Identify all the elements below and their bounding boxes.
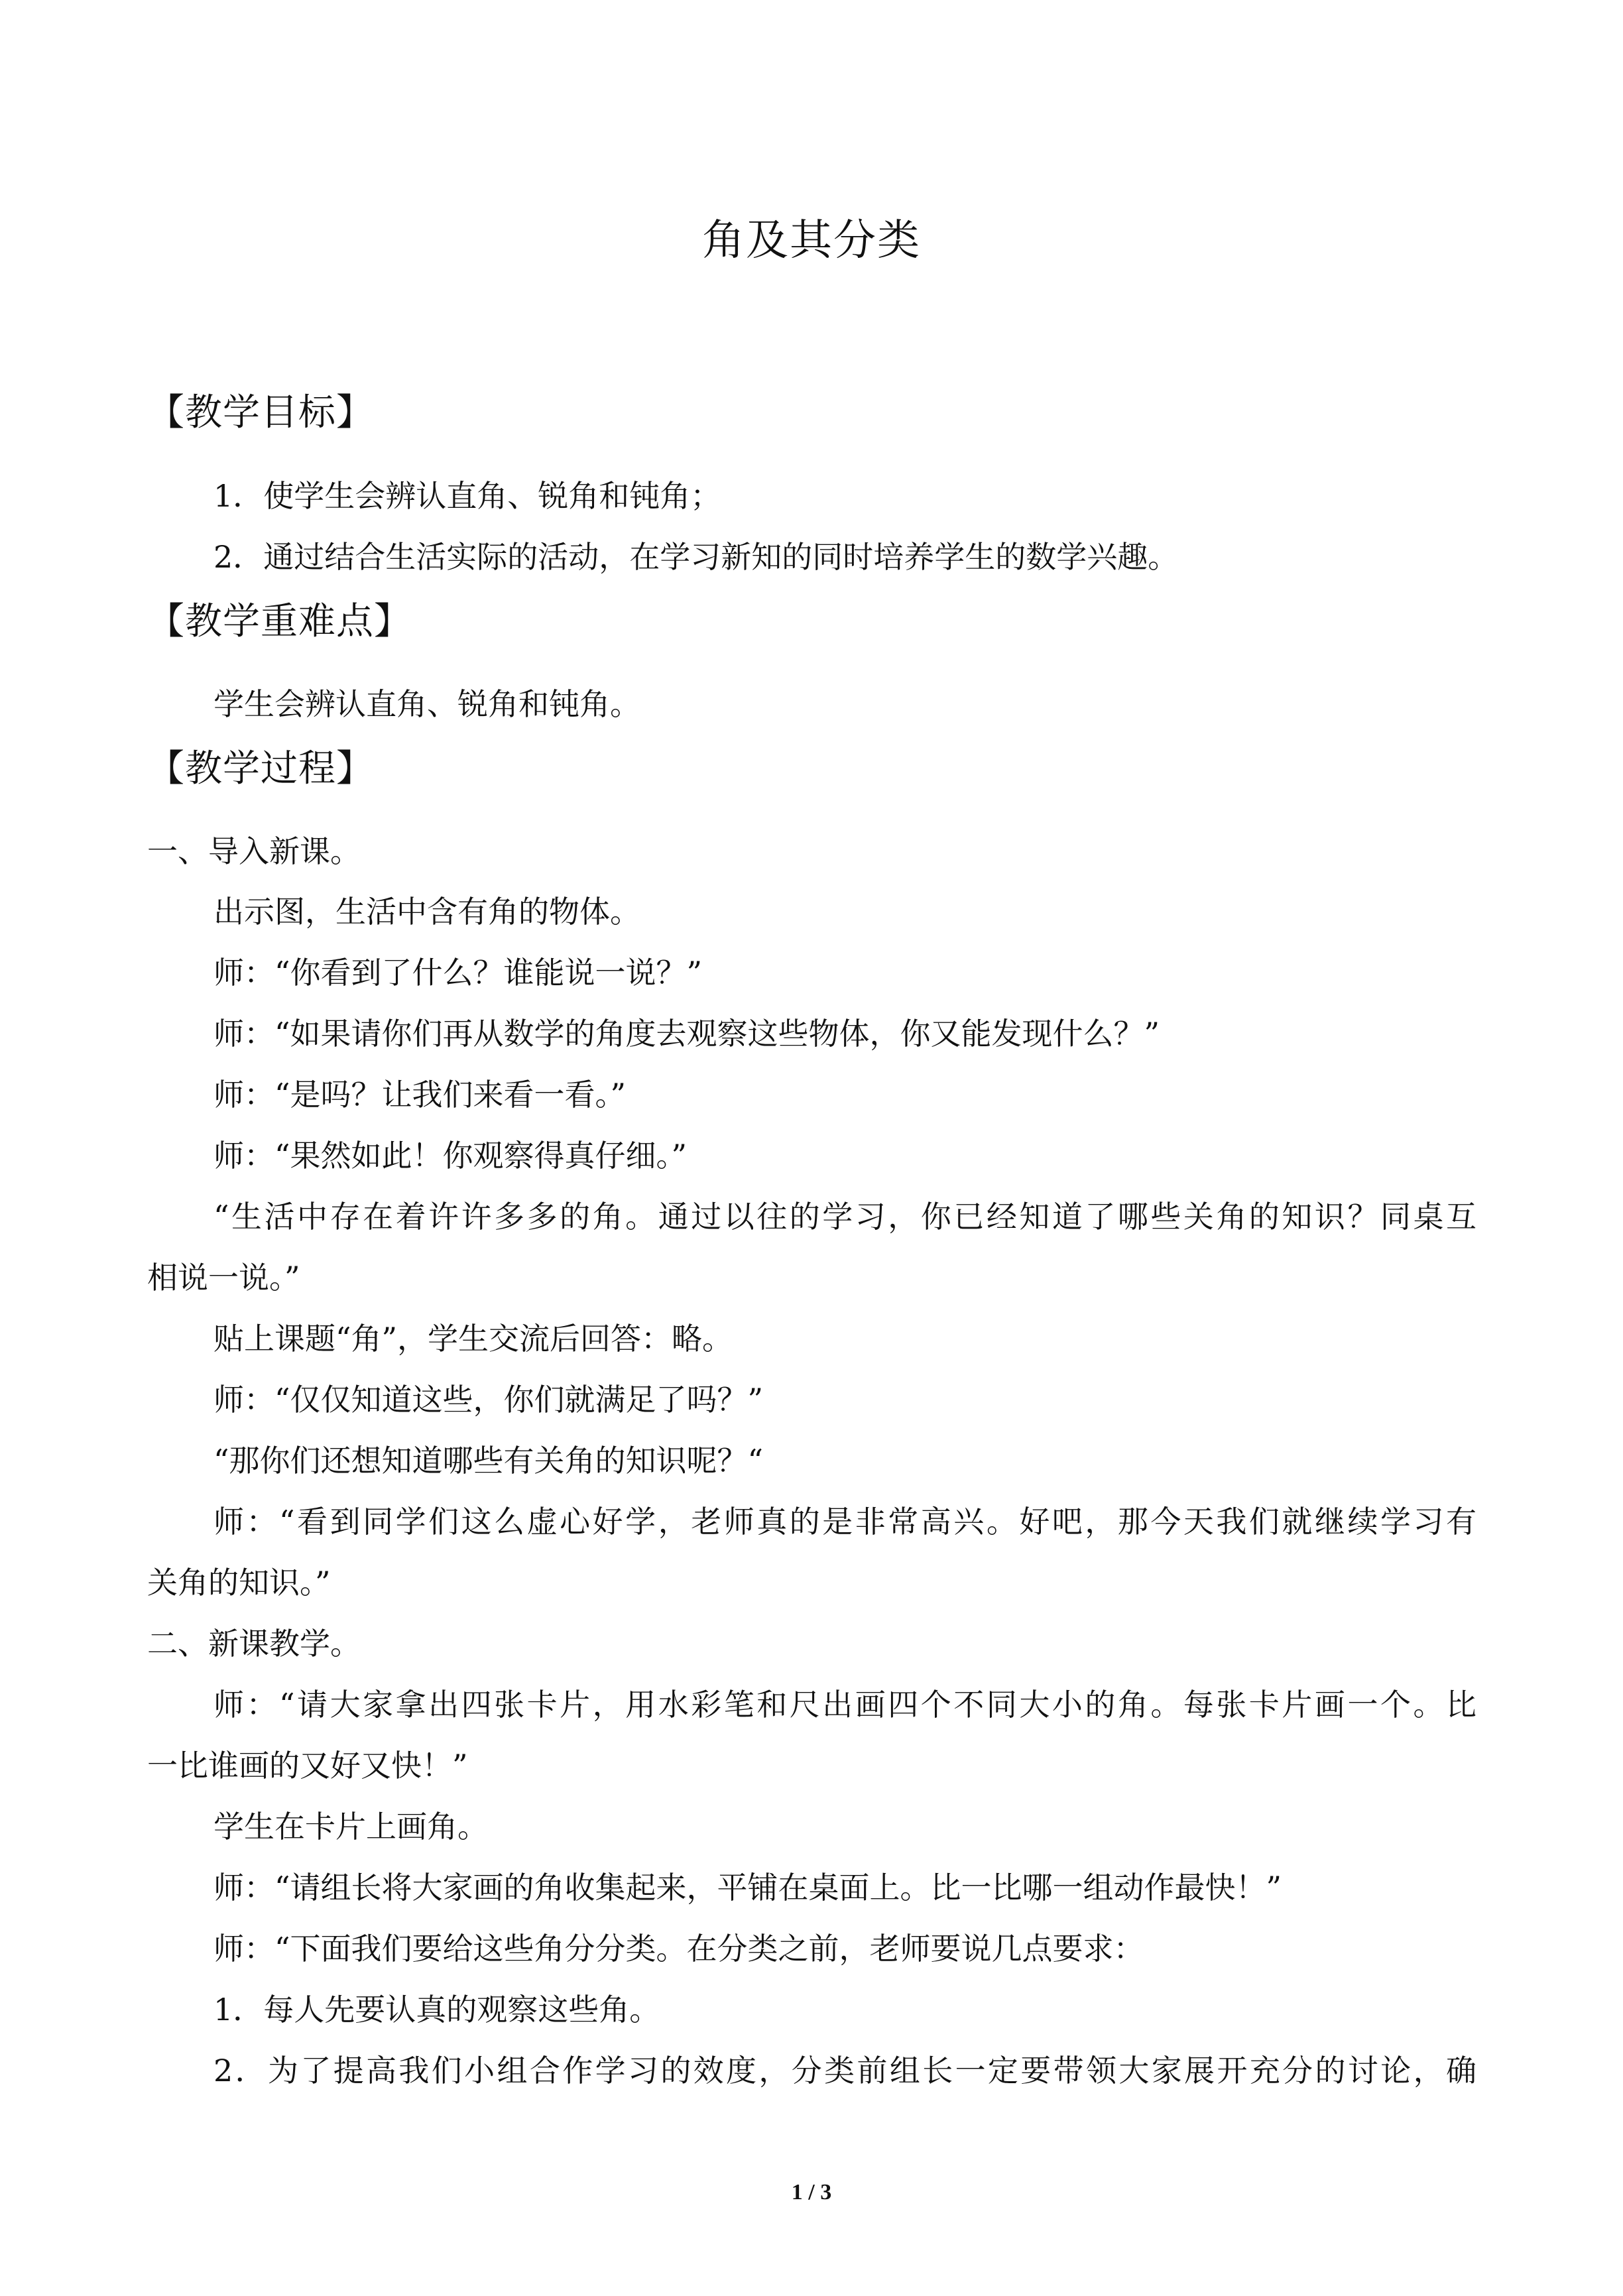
part1-line: 贴上课题“角”，学生交流后回答：略。 [213,1321,733,1357]
part1-line: 师：“仅仅知道这些，你们就满足了吗？” [213,1382,764,1418]
part1-line: “那你们还想知道哪些有关角的知识呢？“ [213,1443,764,1479]
part1-line: 出示图，生活中含有角的物体。 [213,894,640,930]
part1-line: 师：“果然如此！你观察得真仔细。” [213,1138,688,1174]
part1-line: 师：“是吗？让我们来看一看。” [213,1077,627,1113]
part2-line: 学生在卡片上画角。 [213,1809,488,1844]
part1-line: 师：“如果请你们再从数学的角度去观察这些物体，你又能发现什么？” [213,1016,1160,1052]
part2-line: 一比谁画的又好又快！” [147,1748,468,1783]
part1-line: 相说一说。” [147,1260,300,1296]
key-points-text: 学生会辨认直角、锐角和钝角。 [213,686,640,722]
part2-line: 2．为了提高我们小组合作学习的效度，分类前组长一定要带领大家展开充分的讨论，确 [213,2053,1476,2088]
part1-line: 师：“看到同学们这么虚心好学，老师真的是非常高兴。好吧，那今天我们就继续学习有 [213,1504,1476,1540]
document-title: 角及其分类 [702,216,921,265]
part2-title: 二、新课教学。 [147,1626,361,1662]
part1-line: “生活中存在着许许多多的角。通过以往的学习，你已经知道了哪些关角的知识？同桌互 [213,1199,1476,1235]
part2-line: 师：“请大家拿出四张卡片，用水彩笔和尺出画四个不同大小的角。每张卡片画一个。比 [213,1687,1476,1722]
heading-objectives: 【教学目标】 [147,391,374,434]
part2-line: 师：“下面我们要给这些角分分类。在分类之前，老师要说几点要求： [213,1931,1144,1966]
part1-line: 关角的知识。” [147,1565,331,1601]
part2-line: 师：“请组长将大家画的角收集起来，平铺在桌面上。比一比哪一组动作最快！” [213,1870,1282,1905]
heading-key-points: 【教学重难点】 [147,600,412,643]
objective-item-2: 2．通过结合生活实际的活动，在学习新知的同时培养学生的数学兴趣。 [213,539,1179,575]
heading-process: 【教学过程】 [147,747,374,790]
part1-line: 师：“你看到了什么？谁能说一说？” [213,955,703,991]
page-number: 1 / 3 [791,2180,832,2205]
part2-line: 1．每人先要认真的观察这些角。 [213,1992,660,2027]
part1-title: 一、导入新课。 [147,833,361,869]
objective-item-1: 1．使学生会辨认直角、锐角和钝角； [213,478,721,514]
